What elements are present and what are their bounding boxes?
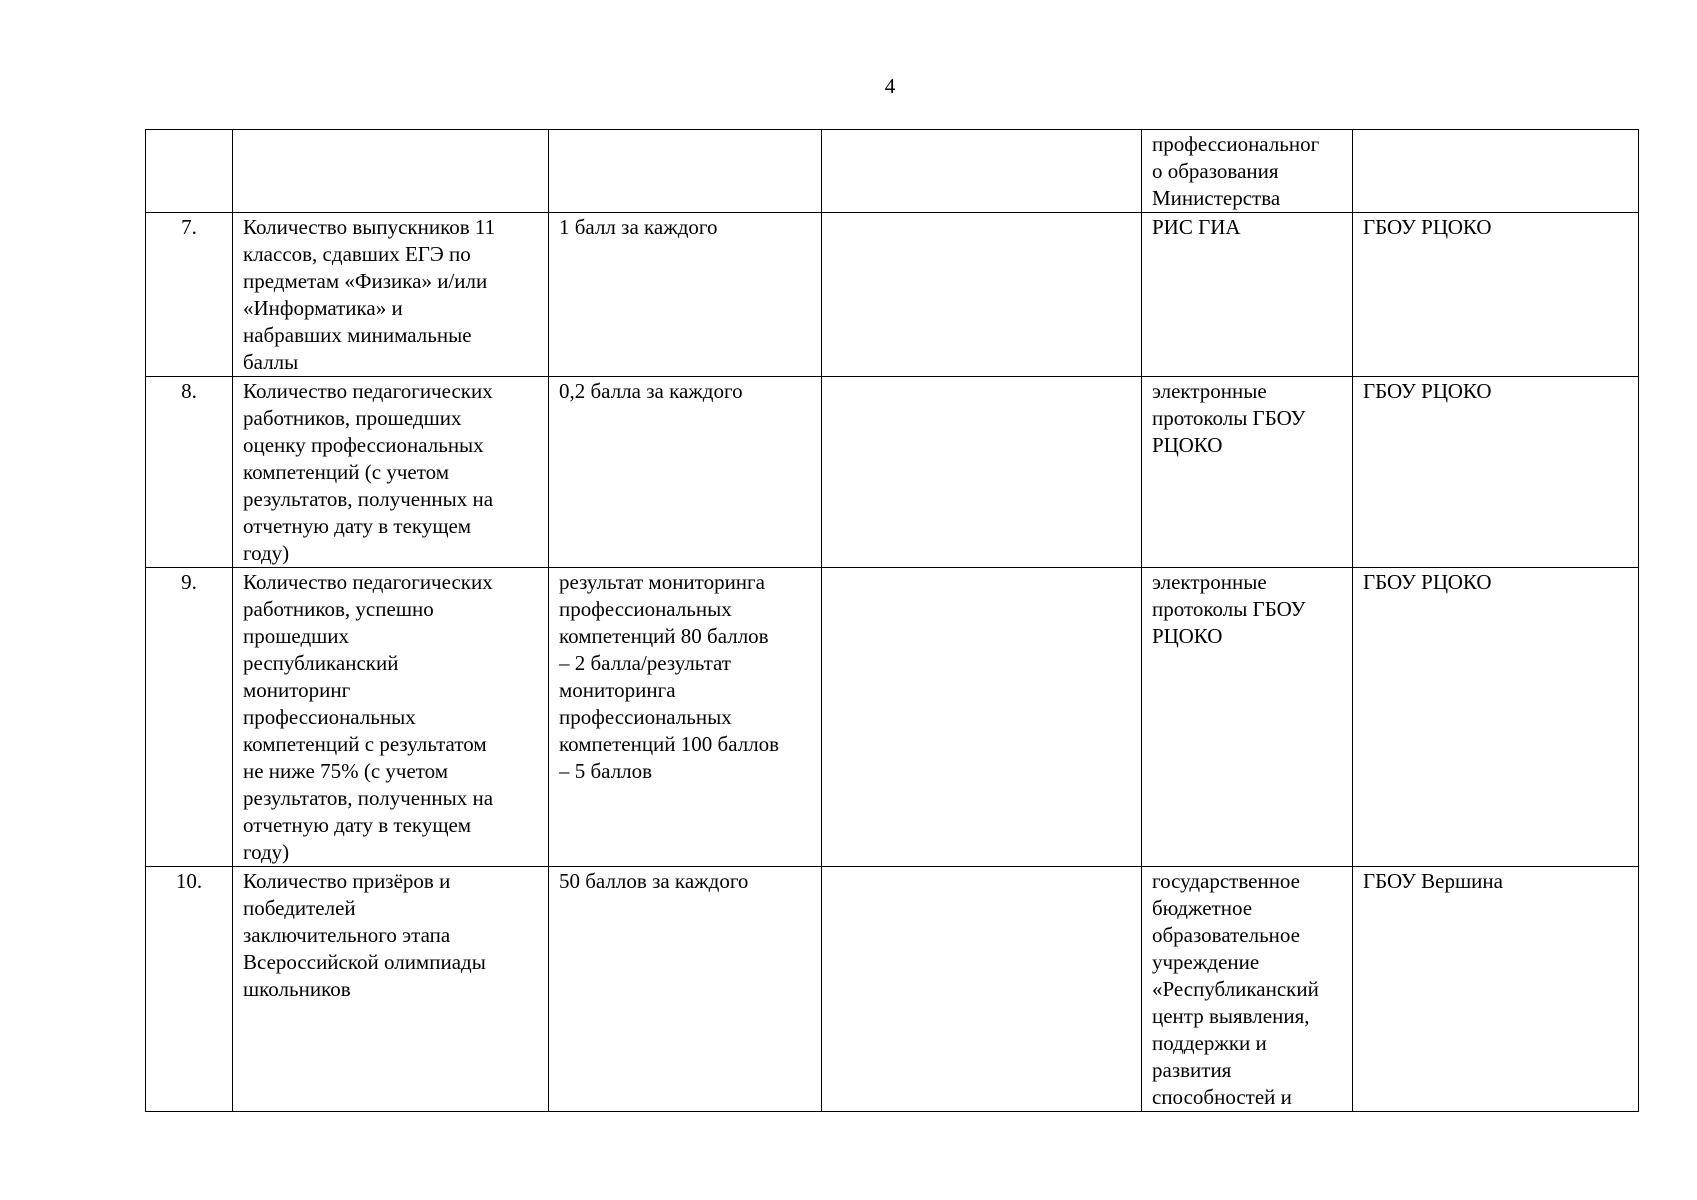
- responsible-cell: ГБОУ Вершина: [1353, 867, 1639, 1112]
- row-number-cell: 7.: [146, 213, 233, 377]
- page-number: 4: [884, 74, 896, 98]
- row-number-cell: 8.: [146, 377, 233, 568]
- scoring-cell: [549, 130, 822, 213]
- indicator-cell: Количество выпускников 11 классов, сдавших ЕГЭ по предметам «Физика» и/или «Информатика» и набравших минимальные баллы: [233, 213, 549, 377]
- table-row: [146, 867, 1639, 1112]
- scoring-cell: результат мониторинга профессиональных компетенций 80 баллов – 2 балла/результат мониторинга профессиональных компетенций 100 баллов – 5 баллов: [549, 568, 822, 867]
- indicator-cell: Количество педагогических работников, успешно прошедших республиканский мониторинг профессиональных компетенций с результатом не ниже 75% (с учетом результатов, полученных на отчетную дату в текущем году): [233, 568, 549, 867]
- table-row: [146, 213, 1639, 377]
- responsible-cell: ГБОУ РЦОКО: [1353, 377, 1639, 568]
- criteria-table: [145, 129, 1639, 1112]
- responsible-cell: [1353, 130, 1639, 213]
- source-cell: РИС ГИА: [1142, 213, 1353, 377]
- blank-cell: [822, 568, 1142, 867]
- scoring-cell: 1 балл за каждого: [549, 213, 822, 377]
- scoring-cell: 50 баллов за каждого: [549, 867, 822, 1112]
- scoring-cell: 0,2 балла за каждого: [549, 377, 822, 568]
- indicator-cell: Количество педагогических работников, прошедших оценку профессиональных компетенций (с учетом результатов, полученных на отчетную дату в текущем году): [233, 377, 549, 568]
- blank-cell: [822, 130, 1142, 213]
- source-cell: электронные протоколы ГБОУ РЦОКО: [1142, 568, 1353, 867]
- table-row: [146, 130, 1639, 213]
- indicator-cell: Количество призёров и победителей заключительного этапа Всероссийской олимпиады школьников: [233, 867, 549, 1112]
- source-cell: профессиональног о образования Министерства: [1142, 130, 1353, 213]
- responsible-cell: ГБОУ РЦОКО: [1353, 213, 1639, 377]
- table-row: [146, 377, 1639, 568]
- blank-cell: [822, 377, 1142, 568]
- indicator-cell: [233, 130, 549, 213]
- blank-cell: [822, 213, 1142, 377]
- row-number-cell: [146, 130, 233, 213]
- responsible-cell: ГБОУ РЦОКО: [1353, 568, 1639, 867]
- row-number-cell: 10.: [146, 867, 233, 1112]
- source-cell: государственное бюджетное образовательное учреждение «Республиканский центр выявления, поддержки и развития способностей и: [1142, 867, 1353, 1112]
- table-row: [146, 568, 1639, 867]
- row-number-cell: 9.: [146, 568, 233, 867]
- source-cell: электронные протоколы ГБОУ РЦОКО: [1142, 377, 1353, 568]
- blank-cell: [822, 867, 1142, 1112]
